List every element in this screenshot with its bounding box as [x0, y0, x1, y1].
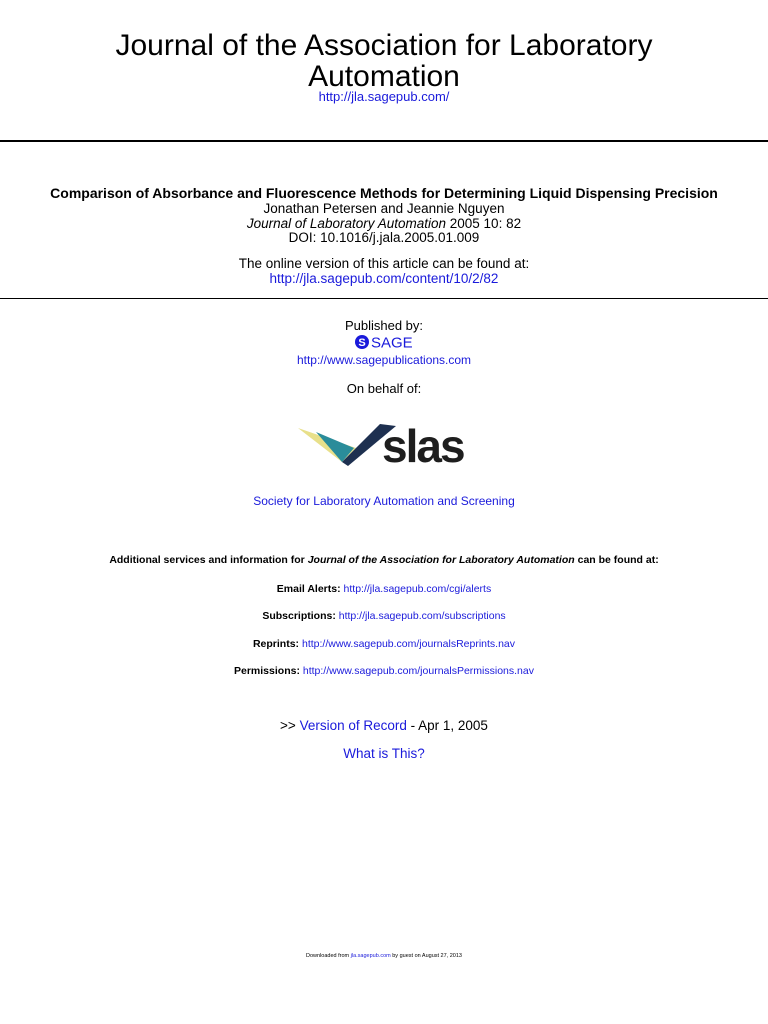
- reprints-link[interactable]: http://www.sagepub.com/journalsReprints.nav: [301, 638, 516, 650]
- on-behalf-label: On behalf of:: [346, 381, 422, 396]
- society-link[interactable]: Society for Laboratory Automation and Screening: [253, 494, 515, 508]
- footer-link[interactable]: jla.sagepub.com: [350, 953, 391, 959]
- article-authors: Jonathan Petersen and Jeannie Nguyen: [263, 201, 505, 216]
- email-alerts-row: [0, 583, 768, 595]
- journal-title-line1: Journal of the Association for Laboratory: [115, 29, 653, 62]
- what-is-this-link[interactable]: What is This?: [343, 746, 425, 761]
- vor-date: - Apr 1, 2005: [406, 718, 488, 733]
- article-doi: DOI: 10.1016/j.jala.2005.01.009: [288, 230, 480, 245]
- sage-logo-text: SAGE: [371, 334, 413, 351]
- slas-logo[interactable]: [296, 418, 481, 470]
- slas-logo-text: slas: [382, 420, 464, 470]
- header-divider: [0, 140, 768, 142]
- email-alerts-label: Email Alerts:: [276, 583, 341, 595]
- sage-logo-s-icon: S: [358, 337, 366, 349]
- permissions-label: Permissions:: [234, 665, 300, 677]
- services-intro: [0, 554, 768, 566]
- journal-title-line2: Automation: [308, 60, 460, 93]
- citation-journal: Journal of Laboratory Automation: [246, 216, 447, 231]
- download-footer: [0, 953, 768, 959]
- article-divider: [0, 298, 768, 299]
- reprints-row: [0, 638, 768, 650]
- vor-prefix: >>: [280, 718, 300, 733]
- citation-volume: 2005 10: 82: [446, 216, 522, 231]
- footer-before: Downloaded from: [306, 953, 351, 959]
- sage-logo[interactable]: [354, 333, 414, 351]
- services-intro-before: Additional services and information for: [109, 554, 308, 566]
- subscriptions-row: [0, 610, 768, 622]
- journal-url-link[interactable]: http://jla.sagepub.com/: [318, 89, 450, 104]
- published-by-label: Published by:: [344, 318, 424, 333]
- journal-title: [0, 30, 768, 92]
- article-title: Comparison of Absorbance and Fluorescence Methods for Determining Liquid Dispensing Precision: [50, 185, 718, 201]
- reprints-label: Reprints:: [252, 638, 300, 650]
- services-intro-after: can be found at:: [574, 554, 659, 566]
- journal-url-container: [0, 89, 768, 104]
- permissions-link[interactable]: http://www.sagepub.com/journalsPermissions.nav: [302, 665, 534, 677]
- services-intro-journal: Journal of the Association for Laboratory Automation: [307, 554, 575, 566]
- sage-url-link[interactable]: http://www.sagepublications.com: [296, 353, 472, 367]
- online-version-text: The online version of this article can be found at:: [238, 256, 530, 271]
- society-container: [0, 494, 768, 508]
- online-version-link[interactable]: http://jla.sagepub.com/content/10/2/82: [269, 271, 499, 286]
- subscriptions-label: Subscriptions:: [262, 610, 336, 622]
- version-of-record-row: [0, 718, 768, 733]
- email-alerts-link[interactable]: http://jla.sagepub.com/cgi/alerts: [343, 583, 492, 595]
- permissions-row: [0, 665, 768, 677]
- online-version-container: [0, 271, 768, 286]
- version-of-record-link[interactable]: Version of Record: [299, 718, 407, 733]
- footer-after: by guest on August 27, 2013: [390, 953, 462, 959]
- article-citation: [0, 216, 768, 231]
- subscriptions-link[interactable]: http://jla.sagepub.com/subscriptions: [338, 610, 506, 622]
- what-is-this-container: [0, 746, 768, 761]
- sage-url-container: [0, 353, 768, 367]
